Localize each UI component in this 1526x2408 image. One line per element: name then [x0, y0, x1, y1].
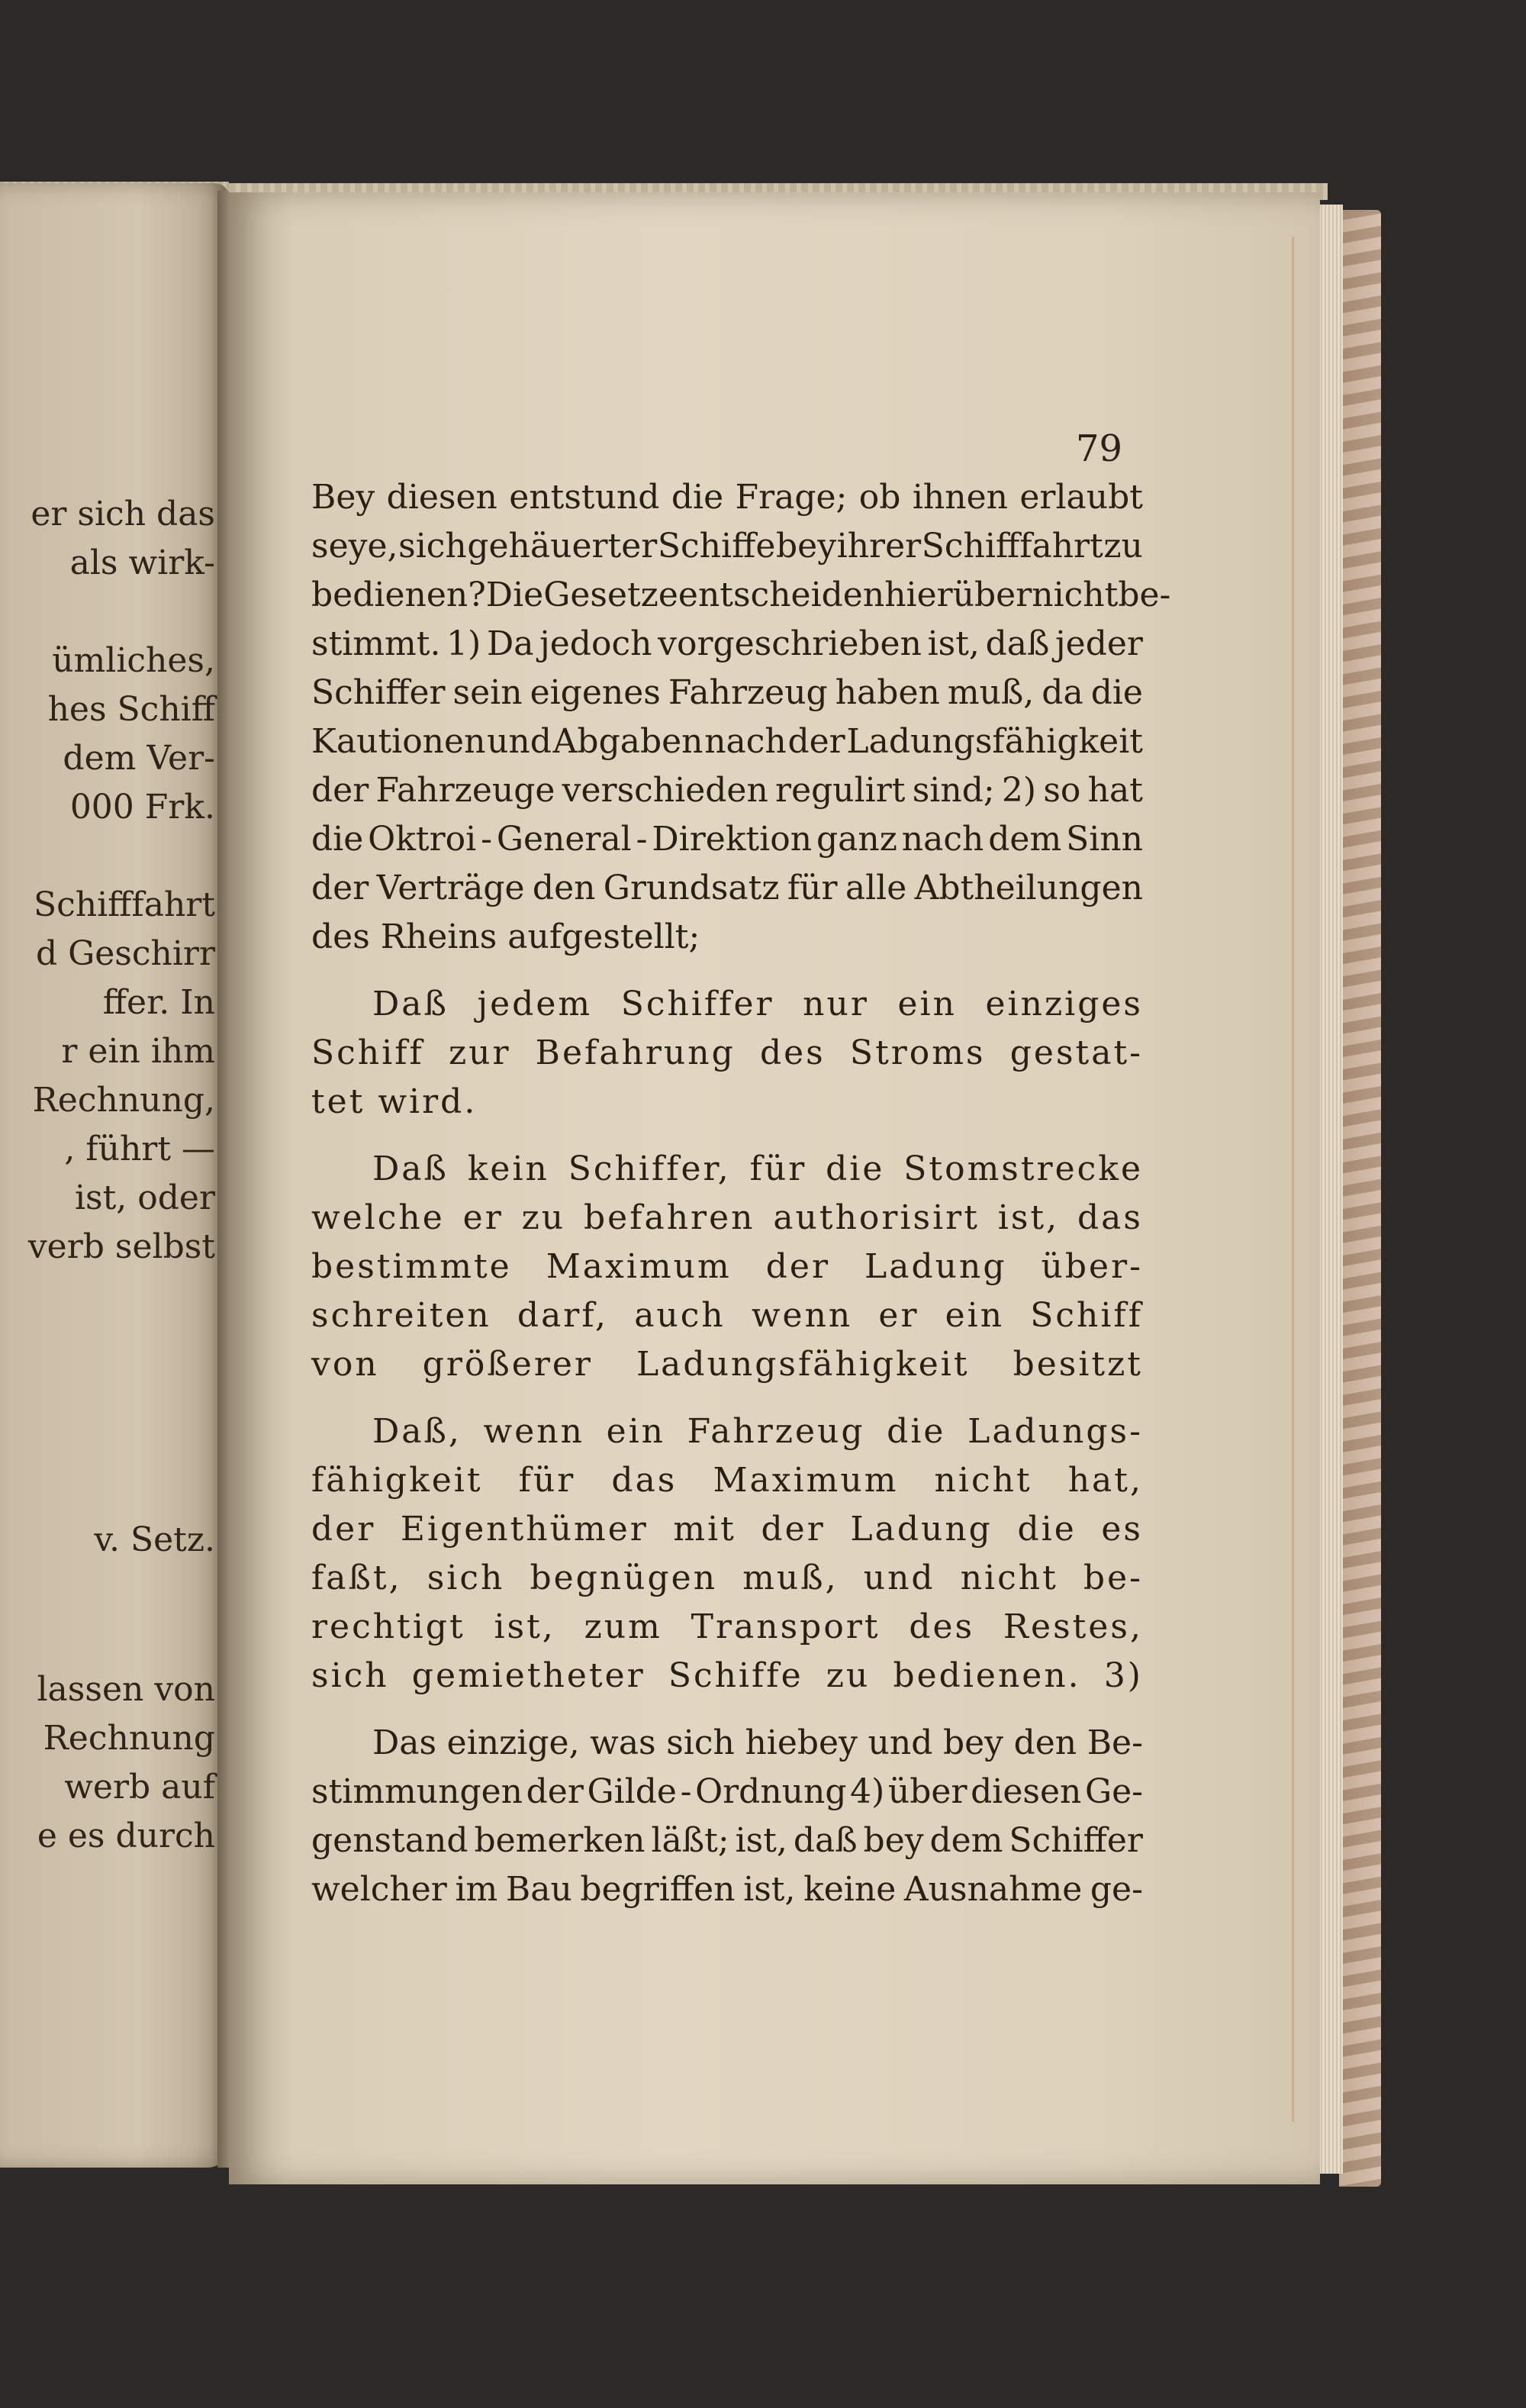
- text-line: die Oktroi - General - Direktion ganz nach dem Sinn: [311, 820, 1143, 859]
- left-line: Rechnung,: [32, 1081, 215, 1120]
- text-line: welcher im Bau begriffen ist, keine Ausnahme ge-: [311, 1870, 1143, 1909]
- left-line: ffer. In: [102, 983, 215, 1022]
- left-line: Rechnung: [43, 1719, 215, 1758]
- text-line: von größerer Ladungsfähigkeit besitzt: [311, 1345, 1143, 1384]
- text-line: fähigkeit für das Maximum nicht hat,: [311, 1461, 1143, 1500]
- text-line: tet wird.: [311, 1082, 478, 1121]
- left-line: e es durch: [37, 1816, 215, 1855]
- text-line: stimmungen der Gilde - Ordnung 4) über diesen Ge-: [311, 1772, 1143, 1811]
- left-line: verb selbst: [27, 1227, 215, 1266]
- text-line: Kautionen und Abgaben nach der Ladungsfähigkeit: [311, 722, 1143, 761]
- text-line: der Fahrzeuge verschieden regulirt sind; 2) so hat: [311, 771, 1143, 810]
- left-line: er sich das: [31, 495, 215, 533]
- text-line: der Verträge den Grundsatz für alle Abtheilungen: [311, 869, 1143, 907]
- text-line: Schiff zur Befahrung des Stroms gestat-: [311, 1033, 1143, 1072]
- left-line: dem Ver-: [63, 739, 215, 778]
- left-line: r ein ihm: [61, 1032, 215, 1071]
- left-line: lassen von: [37, 1670, 215, 1709]
- left-line: hes Schiff: [47, 690, 215, 729]
- text-line: genstand bemerken läßt; ist, daß bey dem Schiffer: [311, 1821, 1143, 1860]
- text-line: Bey diesen entstund die Frage; ob ihnen erlaubt: [311, 478, 1143, 517]
- text-line: seye, sich gehäuerter Schiffe bey ihrer Schifffahrt zu: [311, 527, 1143, 566]
- text-line: bedienen? Die Gesetze entscheiden hierüber nicht be-: [311, 575, 1171, 614]
- left-line: 000 Frk.: [69, 788, 215, 827]
- marbled-cover-edge: [1339, 210, 1381, 2187]
- text-line: Daß jedem Schiffer nur ein einziges: [372, 985, 1143, 1023]
- text-line: Das einzige, was sich hiebey und bey den Be-: [372, 1723, 1143, 1762]
- text-line: sich gemietheter Schiffe zu bedienen. 3): [311, 1656, 1143, 1695]
- left-line: d Geschirr: [35, 934, 215, 973]
- left-line: , führt —: [64, 1130, 215, 1169]
- left-line: ümliches,: [52, 641, 215, 680]
- text-line: Daß kein Schiffer, für die Stomstrecke: [372, 1149, 1143, 1188]
- page-number: 79: [1076, 427, 1123, 470]
- text-line: rechtigt ist, zum Transport des Restes,: [311, 1607, 1143, 1646]
- left-line: v. Setz.: [94, 1520, 215, 1559]
- left-line: Schifffahrt: [33, 885, 215, 924]
- text-line: Daß, wenn ein Fahrzeug die Ladungs-: [372, 1412, 1143, 1451]
- left-line: als wirk-: [69, 543, 215, 582]
- left-page: [0, 183, 229, 2168]
- text-line: der Eigenthümer mit der Ladung die es: [311, 1510, 1143, 1549]
- left-line: werb auf: [64, 1768, 215, 1807]
- page-edge-stack: [1318, 205, 1343, 2174]
- text-line: schreiten darf, auch wenn er ein Schiff: [311, 1296, 1143, 1335]
- text-line: faßt, sich begnügen muß, und nicht be-: [311, 1559, 1143, 1597]
- text-line: des Rheins aufgestellt;: [311, 917, 700, 956]
- text-line: Schiffer sein eigenes Fahrzeug haben muß, da die: [311, 673, 1143, 712]
- page-margin-rule: [1292, 237, 1294, 2122]
- text-line: bestimmte Maximum der Ladung über-: [311, 1247, 1143, 1286]
- text-line: welche er zu befahren authorisirt ist, das: [311, 1198, 1143, 1237]
- left-line: ist, oder: [74, 1178, 215, 1217]
- text-line: stimmt. 1) Da jedoch vorgeschrieben ist, daß jeder: [311, 624, 1143, 663]
